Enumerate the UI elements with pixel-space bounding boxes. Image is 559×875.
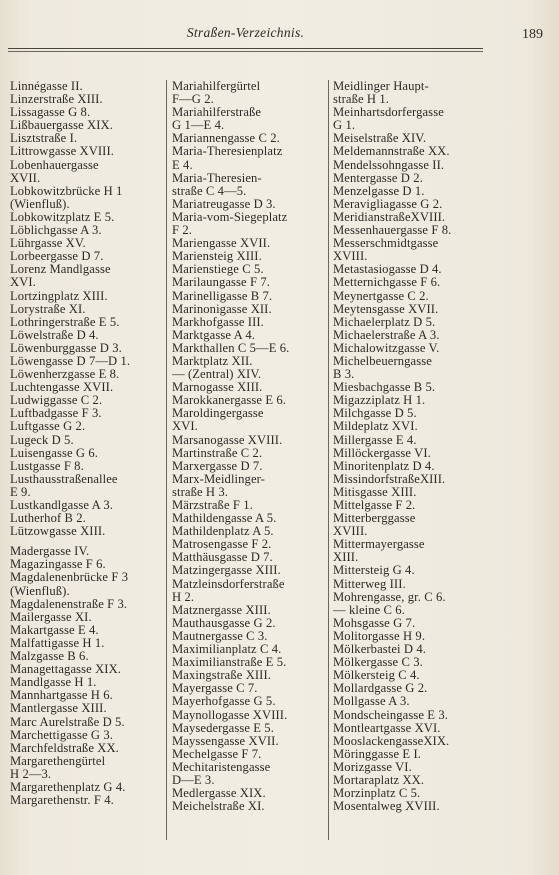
street-entry: E 4. [172,158,193,172]
street-entry: Mondscheingasse E 3. [333,708,448,722]
street-entry: Meytensgasse XVII. [333,302,439,316]
street-entry: Marsanogasse XVIII. [172,433,283,447]
street-entry: XVI. [172,420,198,434]
street-entry: Millöckergasse VI. [333,446,431,460]
street-entry: Lusthausstraßenallee [10,472,118,486]
street-entry: Mautnergasse C 3. [172,629,268,643]
street-entry: — (Zentral) XIV. [172,368,262,382]
street-entry: Marktgasse A 4. [172,328,256,342]
street-entry: Meichelstraße XI. [172,800,265,814]
street-entry: Luftbadgasse F 3. [10,407,102,421]
street-entry: Mandlgasse H 1. [10,676,97,690]
street-entry: Lugeck D 5. [10,433,74,447]
street-entry: Marc Aurelstraße D 5. [10,715,125,729]
street-entry: Mohrengasse, gr. C 6. [333,590,446,604]
street-entry: Maroldingergasse [172,407,264,421]
street-entry: Magdalenenbrücke F 3 [10,571,129,585]
street-entry: Littrowgasse XVIII. [10,145,115,159]
street-entry: G 1. [333,119,356,133]
street-entry: Marx-Meidlinger- [172,472,265,486]
street-entry: Lissagasse G 8. [10,106,91,120]
street-entry: Miesbachgasse B 5. [333,381,436,395]
street-entry: Luftgasse G 2. [10,420,86,434]
street-entry: Maysedergasse E 5. [172,721,274,735]
street-entry: F—G 2. [172,93,214,107]
street-entry: Mariahilferstraße [172,106,262,120]
street-entry: Maximilianplatz C 4. [172,643,282,657]
street-entry: XIII. [333,551,359,565]
page-title: Straßen-Verzeichnis. [186,25,305,40]
street-entry: Mittermayergasse [333,538,425,552]
street-entry: Managettagasse XIX. [10,663,122,677]
street-entry: Morizgasse VI. [333,760,412,774]
street-entry: Maynollogasse XVIII. [172,708,288,722]
street-entry: Makartgasse E 4. [10,623,99,637]
street-entry: E 9. [10,485,31,499]
street-entry: Lührgasse XV. [10,237,86,251]
street-entry: Löwengasse D 7—D 1. [10,354,131,368]
street-entry: Malfattigasse H 1. [10,636,105,650]
street-entry: Lißbauergasse XIX. [10,119,113,133]
street-entry: Lützowgasse XIII. [10,525,106,539]
street-entry: Metternichgasse F 6. [333,276,441,290]
street-entry: Mitterberggasse [333,512,416,526]
street-entry: F 2. [172,224,192,238]
street-entry: Markhofgasse III. [172,315,264,329]
column-divider [166,80,167,840]
street-entry: Messerschmidtgasse [333,237,439,251]
street-entry: Mantlergasse XIII. [10,702,107,716]
street-entry: Madergasse IV. [10,545,90,559]
street-entry: Michaelerstraße A 3. [333,328,440,342]
street-entry: (Wienfluß). [10,584,70,598]
street-entry: Marnogasse XIII. [172,381,263,395]
street-entry: Löblichgasse A 3. [10,224,102,238]
street-entry: Mortaraplatz XX. [333,773,425,787]
street-entry: Meynertgasse C 2. [333,289,429,303]
street-entry: Mitisgasse XIII. [333,485,417,499]
street-entry: Linnégasse II. [10,80,83,93]
street-entry: Montleartgasse XVI. [333,721,441,735]
street-entry: Löwelstraße D 4. [10,328,99,342]
street-entry: Mauthausgasse G 2. [172,616,276,630]
street-entry: Mollgasse A 3. [333,695,410,709]
street-entry: Linzerstraße XIII. [10,93,103,107]
street-entry: Martinstraße C 2. [172,446,263,460]
header-rule [8,48,483,49]
street-entry: Matthäusgasse D 7. [172,551,273,565]
street-entry: Mitterweg III. [333,577,406,591]
street-column-2 [172,80,327,840]
street-entry: Mölkersteig C 4. [333,669,420,683]
street-entry: Magdalenenstraße F 3. [10,597,128,611]
street-entry: XVI. [10,276,36,290]
street-entry: XVIII. [333,525,368,539]
street-entry: Lortzingplatz XIII. [10,289,108,303]
street-entry: Marchettigasse G 3. [10,728,113,742]
street-entry: Mölkergasse C 3. [333,656,423,670]
street-entry: Michalowitzgasse V. [333,341,440,355]
street-entry: Lobenhauergasse [10,158,99,172]
street-entry: Malzgasse B 6. [10,650,89,664]
street-entry: Marxergasse D 7. [172,459,263,473]
street-entry: H 2—3. [10,767,52,781]
street-entry: Margarethenstr. F 4. [10,794,114,808]
street-entry: D—E 3. [172,773,215,787]
street-entry: straße H 3. [172,485,229,499]
street-entry: Marokkanergasse E 6. [172,394,287,408]
street-entry: Mayergasse C 7. [172,682,258,696]
street-entry: Magazingasse F 6. [10,558,106,572]
street-entry: Maria-Theresien- [172,171,262,185]
street-entry: Metastasiogasse D 4. [333,263,442,277]
street-entry: Lustkandlgasse A 3. [10,499,113,512]
street-entry: Margarethenplatz G 4. [10,780,126,794]
street-entry: Matzingergasse XIII. [172,564,281,578]
street-entry: Maria-Theresienplatz [172,145,283,159]
street-entry: Marinelligasse B 7. [172,289,273,303]
street-entry: G 1—E 4. [172,119,225,133]
street-entry: Lobkowitzbrücke H 1 [10,184,123,198]
street-entry: Lobkowitzplatz E 5. [10,210,115,224]
street-entry: (Wienfluß). [10,197,70,211]
street-entry: Mittersteig G 4. [333,564,415,578]
street-entry: Messenhauergasse F 8. [333,224,452,238]
street-entry: Maria-vom-Siegeplatz [172,210,288,224]
street-entry: Markthallen C 5—E 6. [172,341,290,355]
street-entry: Meinhartsdorfergasse [333,106,444,120]
street-entry: Maxingstraße XIII. [172,669,272,683]
running-header [8,22,483,50]
street-entry: Löwenherzgasse E 8. [10,368,120,382]
street-entry: Mailergasse XI. [10,610,92,624]
street-entry: Lisztstraße I. [10,132,78,146]
street-entry: Marktplatz XII. [172,354,253,368]
street-entry: XVIII. [333,250,368,264]
street-entry: Mariahilfergürtel [172,80,261,93]
street-entry: Mölkerbastei D 4. [333,643,426,657]
street-entry: MissindorfstraßeXIII. [333,472,446,486]
street-entry: B 3. [333,368,355,382]
street-entry: Märzstraße F 1. [172,499,253,512]
street-entry: MeridianstraßeXVIII. [333,210,446,224]
street-entry: Mechitaristengasse [172,760,271,774]
column-divider [328,80,329,840]
street-entry: H 2. [172,590,195,604]
street-entry: Mayerhofgasse G 5. [172,695,276,709]
street-entry: Lothringerstraße E 5. [10,315,120,329]
street-entry: Maximilianstraße E 5. [172,656,287,670]
street-entry: XVII. [10,171,41,185]
street-entry: Molitorgasse H 9. [333,629,426,643]
page-number: 189 [522,27,543,42]
street-entry: Meidlinger Haupt- [333,80,429,93]
street-entry: Mildeplatz XVI. [333,420,418,434]
street-entry: Mittelgasse F 2. [333,499,416,512]
street-entry: Mannhartgasse H 6. [10,689,113,703]
street-entry: Mariengasse XVII. [172,237,271,251]
street-entry: straße C 4—5. [172,184,247,198]
street-entry: Mosentalweg XVIII. [333,800,440,814]
street-entry: Michaelerplatz D 5. [333,315,436,329]
street-entry: Milchgasse D 5. [333,407,417,421]
street-entry: Lustgasse F 8. [10,459,84,473]
street-entry: Matrosengasse F 2. [172,538,272,552]
street-entry: Mathildenplatz A 5. [172,525,274,539]
street-entry: Mariannengasse C 2. [172,132,280,146]
street-entry: Michelbeuerngasse [333,354,432,368]
street-entry: Medlergasse XIX. [172,787,266,801]
street-entry: Mathildengasse A 5. [172,512,277,526]
street-entry: Marilaungasse F 7. [172,276,270,290]
street-entry: Lorystraße XI. [10,302,86,316]
street-entry: Meiselstraße XIV. [333,132,427,146]
street-entry: Mentergasse D 2. [333,171,423,185]
street-entry: Minoritenplatz D 4. [333,459,435,473]
street-entry: Migazziplatz H 1. [333,394,426,408]
street-entry: Mollardgasse G 2. [333,682,428,696]
street-entry: Mayssengasse XVII. [172,734,279,748]
street-entry: Marinonigasse XII. [172,302,272,316]
street-entry: Margarethengürtel [10,754,106,768]
street-entry: Mendelssohngasse II. [333,158,445,172]
street-entry: Menzelgasse D 1. [333,184,425,198]
street-entry: Mariatreugasse D 3. [172,197,276,211]
street-entry: Matzleinsdorferstraße [172,577,285,591]
street-entry: Lutherhof B 2. [10,512,86,526]
street-entry: MooslackengasseXIX. [333,734,450,748]
street-entry: Möringgasse E I. [333,747,421,761]
street-entry: Marienstiege C 5. [172,263,264,277]
street-entry: Mechelgasse F 7. [172,747,262,761]
street-entry: Lorbeergasse D 7. [10,250,104,264]
street-entry: Morzinplatz C 5. [333,787,421,801]
street-entry: Marchfeldstraße XX. [10,741,119,755]
street-entry: Millergasse E 4. [333,433,417,447]
street-column-1 [10,80,165,840]
header-rule-thin [8,51,483,52]
street-entry: Matznergasse XIII. [172,603,271,617]
street-entry: Meldemannstraße XX. [333,145,450,159]
street-entry: Löwenburggasse D 3. [10,341,122,355]
street-entry: Ludwiggasse C 2. [10,394,103,408]
street-entry: Meravigliagasse G 2. [333,197,443,211]
street-entry: Mariensteig XIII. [172,250,262,264]
street-entry: Mohsgasse G 7. [333,616,416,630]
street-entry: straße H 1. [333,93,390,107]
street-column-3 [333,80,488,840]
street-entry: Luisengasse G 6. [10,446,98,460]
street-entry: Lorenz Mandlgasse [10,263,111,277]
street-entry: Luchtengasse XVII. [10,381,114,395]
street-entry: — kleine C 6. [333,603,405,617]
